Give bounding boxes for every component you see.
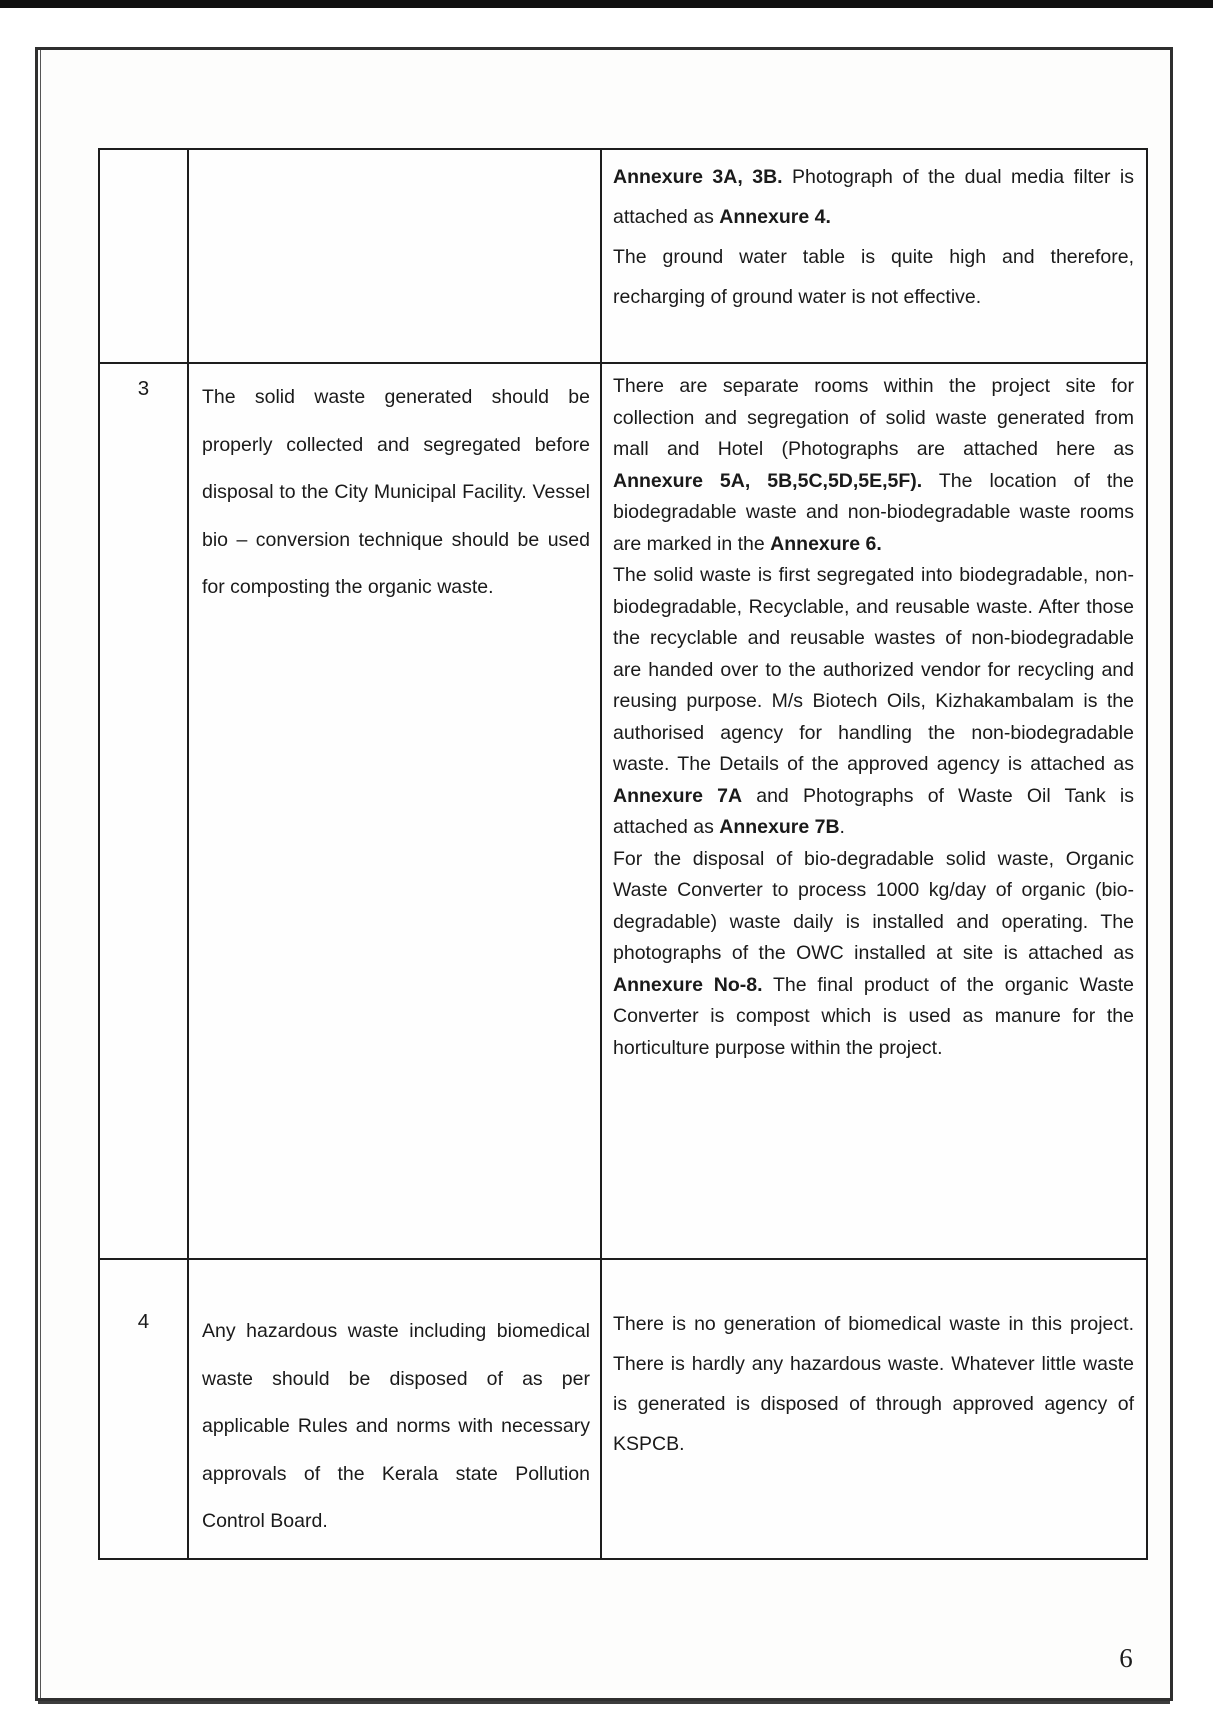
paragraph — [613, 371, 1134, 560]
condition-cell — [187, 150, 600, 362]
compliance-table — [98, 148, 1148, 1560]
text-segment: There are separate rooms within the project site for collection and segregation of solid waste generated from mall and Hotel (Photographs are attached here as — [613, 375, 1134, 460]
paragraph — [613, 844, 1134, 1065]
page-frame — [35, 47, 1173, 1701]
bold-text-segment: Annexure 6. — [770, 532, 882, 555]
compliance-cell — [600, 362, 1146, 1258]
compliance-cell — [600, 1258, 1146, 1558]
text-segment: The solid waste is first segregated into biodegradable, non-biodegradable, Recyclable, and reusable waste. After those the recyclable and reusable wastes of non-biodegradable are handed over to the authorized vendor for recycling and reusing purpose. M/s Biotech Oils, Kizhakambalam is the authorised agency for handling the non-biodegradable waste. The Details of the approved agency is attached as — [613, 564, 1134, 775]
bold-text-segment: Annexure 3A, 3B. — [613, 166, 783, 188]
bold-text-segment: Annexure 7B — [719, 816, 840, 838]
serial-number-cell: 3 — [100, 362, 187, 1258]
paragraph — [613, 157, 1134, 237]
condition-cell — [187, 362, 600, 1258]
bold-text-segment: Annexure 4. — [719, 206, 831, 228]
scan-edge-bar — [0, 0, 1213, 8]
text-segment: The ground water table is quite high and therefore, recharging of ground water is not effective. — [613, 246, 1134, 308]
text-segment: and Photographs of Waste Oil Tank is attached as — [613, 784, 1134, 838]
page-number: 6 — [1119, 1643, 1133, 1673]
condition-cell — [187, 1258, 600, 1558]
bold-text-segment: Annexure No-8. — [613, 973, 763, 996]
paragraph — [613, 237, 1134, 317]
serial-number-cell: 4 — [100, 1258, 187, 1558]
paragraph — [613, 1304, 1134, 1464]
text-segment: The location of the biodegradable waste and non-biodegradable waste rooms are marked in the — [613, 469, 1134, 555]
paragraph — [202, 374, 590, 612]
paragraph — [613, 560, 1134, 844]
paragraph — [202, 1308, 590, 1546]
text-segment: Any hazardous waste including biomedical waste should be disposed of as per applicable Rules and norms with necessary approvals of the Kerala state Pollution Control Board. — [202, 1320, 590, 1532]
bold-text-segment: Annexure 5A, 5B,5C,5D,5E,5F). — [613, 469, 923, 492]
text-segment: There is no generation of biomedical waste in this project. There is hardly any hazardous waste. Whatever little waste is generated is disposed of through approved agency of KSPCB. — [613, 1313, 1134, 1455]
text-segment: The final product of the organic Waste Converter is compost which is used as manure for the horticulture purpose within the project. — [613, 973, 1135, 1059]
text-segment: . — [839, 816, 845, 838]
serial-number-cell — [100, 150, 187, 362]
bold-text-segment: Annexure 7A — [613, 784, 743, 807]
text-segment: For the disposal of bio-degradable solid waste, Organic Waste Converter to process 1000 kg/day of organic (bio-degradable) waste daily is installed and operating. The photographs of the OWC installed at site is attached as — [613, 847, 1134, 964]
text-segment: The solid waste generated should be properly collected and segregated before disposal to the City Municipal Facility. Vessel bio – conversion technique should be used for composting the organic waste. — [202, 386, 590, 598]
text-segment: Photograph of the dual media filter is attached as — [613, 166, 1134, 228]
compliance-cell — [600, 150, 1146, 362]
